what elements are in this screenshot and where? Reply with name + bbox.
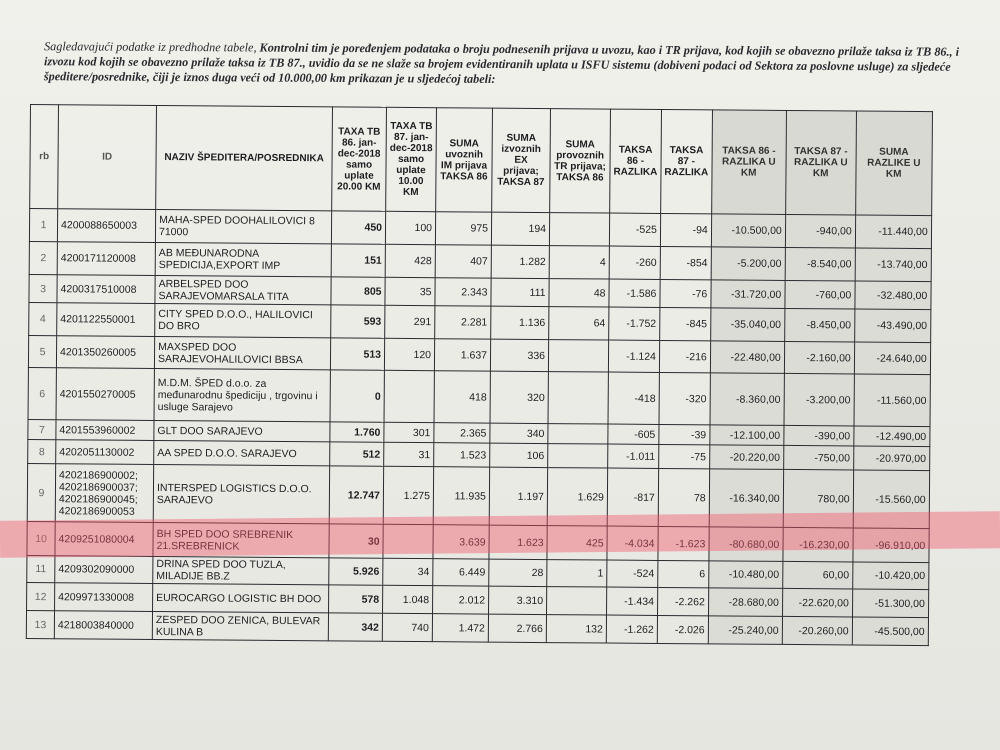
table-cell-rb: 3 <box>29 274 57 302</box>
table-cell-taxa86: 450 <box>331 211 385 244</box>
table-cell-km86: -5.200,00 <box>711 247 785 281</box>
header-razlika87: TAKSA 87 - RAZLIKA <box>661 109 713 213</box>
table-cell-suma-tr <box>548 424 608 444</box>
table-cell-km87: -20.260,00 <box>782 616 852 645</box>
table-cell-rb: 9 <box>27 463 55 521</box>
table-cell-suma-izvoz: 106 <box>490 443 548 467</box>
table-cell-km86: -22.480,00 <box>710 341 784 374</box>
table-cell-suma-izvoz: 336 <box>490 339 548 371</box>
header-id: ID <box>58 105 157 210</box>
table-cell-taxa87 <box>384 370 434 422</box>
table-cell-km86: -16.340,00 <box>709 469 783 528</box>
table-body <box>26 209 931 646</box>
table-cell-razlika87: -76 <box>660 279 711 307</box>
table-cell-km-suma: -51.300,00 <box>852 589 928 618</box>
table-cell-km87: -8.450,00 <box>784 308 854 342</box>
table-cell-suma-tr: 64 <box>549 307 609 340</box>
table-cell-rb: 4 <box>29 302 57 335</box>
table-cell-km-suma: -11.560,00 <box>854 374 930 427</box>
table-cell-km87: -2.160,00 <box>784 341 854 374</box>
table-cell-suma-izvoz: 28 <box>489 559 547 586</box>
table-cell-razlika86: -1.586 <box>609 279 660 307</box>
table-cell-suma-uvoz: 975 <box>435 212 491 245</box>
table-cell-km87: -760,00 <box>785 280 855 309</box>
table-cell-suma-izvoz: 340 <box>490 423 548 443</box>
table-cell-km86: -12.100,00 <box>710 425 784 446</box>
table-cell-razlika87: -854 <box>660 246 711 279</box>
table-cell-km-suma: -20.970,00 <box>853 446 929 471</box>
table-cell-name: CITY SPED D.O.O., HALILOVICI DO BRO <box>155 303 331 337</box>
header-name: NAZIV ŠPEDITERA/POSREDNIKA <box>156 105 333 210</box>
table-cell-taxa87: 1.275 <box>383 466 433 524</box>
table-cell-suma-izvoz: 194 <box>491 212 549 245</box>
intro-paragraph <box>44 39 964 90</box>
table-cell-km87: -8.540,00 <box>785 247 855 281</box>
table-cell-id: 4200088650003 <box>57 209 155 243</box>
table-cell-razlika86: -524 <box>607 560 658 587</box>
table-cell-km87: 780,00 <box>783 469 853 528</box>
table-cell-suma-uvoz: 3.639 <box>433 525 489 559</box>
header-taxa86: TAXA TB 86. jan-dec-2018 samo uplate 20.00 KM <box>332 107 387 211</box>
table-cell-taxa86: 578 <box>329 585 383 613</box>
table-cell-suma-tr: 48 <box>549 279 609 307</box>
table-cell-razlika87: -1.623 <box>658 526 709 560</box>
table-cell-razlika86: -260 <box>609 246 660 279</box>
table-cell-km87: -390,00 <box>784 425 854 446</box>
table-cell-suma-uvoz: 2.012 <box>433 586 489 614</box>
table-cell-id: 4202186900002; 4202186900037; 4202186900045; 4202186900053 <box>55 464 153 523</box>
table-cell-taxa87: 428 <box>385 244 435 277</box>
table-cell-id: 4200317510008 <box>57 275 155 304</box>
table-cell-razlika87: -2.026 <box>657 615 708 643</box>
table-cell-razlika87: -320 <box>659 372 710 424</box>
table-cell-suma-uvoz: 1.523 <box>434 443 490 467</box>
table-cell-name: ARBELSPED DOO SARAJEVOMARSALA TITA <box>155 275 331 304</box>
header-km86: TAKSA 86 - RAZLIKA U KM <box>711 110 786 215</box>
table-cell-km-suma: -12.490,00 <box>854 426 930 447</box>
header-razlika86: TAKSA 86 - RAZLIKA <box>610 109 662 213</box>
table-cell-id: 4201350260005 <box>56 336 154 369</box>
header-rb: rb <box>30 105 59 209</box>
table-cell-razlika87: -94 <box>660 213 711 246</box>
table-cell-km86: -10.480,00 <box>708 561 782 589</box>
table-cell-suma-uvoz: 1.472 <box>432 614 488 642</box>
table-cell-name: DRINA SPED DOO TUZLA, MILADIJE BB.Z <box>153 556 329 584</box>
table-cell-km-suma: -45.500,00 <box>852 617 928 646</box>
table-cell-taxa86: 593 <box>331 305 385 338</box>
table-cell-suma-uvoz: 2.281 <box>435 306 491 339</box>
table-cell-km86: -8.360,00 <box>710 373 784 426</box>
table-cell-razlika86: -1.434 <box>607 587 658 615</box>
table-cell-taxa87: 740 <box>382 613 432 641</box>
table-cell-suma-uvoz: 6.449 <box>433 559 489 586</box>
table-cell-razlika86: -605 <box>608 424 659 444</box>
table-cell-taxa86: 12.747 <box>329 466 383 524</box>
table-cell-razlika86: -817 <box>607 468 658 526</box>
table-cell-taxa87: 120 <box>384 338 434 370</box>
table-cell-razlika86: -1.752 <box>609 307 660 340</box>
table-cell-km87: -750,00 <box>783 445 853 470</box>
table-cell-km-suma: -15.560,00 <box>853 470 929 529</box>
table-cell-taxa87: 31 <box>384 442 434 466</box>
table-cell-razlika86: -1.011 <box>608 444 659 468</box>
table-cell-taxa86: 5.926 <box>329 558 383 585</box>
table-cell-km86: -10.500,00 <box>711 214 785 248</box>
table-cell-razlika87: -845 <box>660 307 711 340</box>
header-km87: TAKSA 87 - RAZLIKA U KM <box>785 110 856 215</box>
table-cell-suma-tr: 1.629 <box>547 468 607 526</box>
table-cell-razlika87: -75 <box>659 444 710 468</box>
table-cell-rb: 1 <box>29 209 57 242</box>
table-cell-name: MAXSPED DOO SARAJEVOHALILOVICI BBSA <box>154 336 330 369</box>
header-taxa87: TAXA TB 87. jan-dec-2018 samo uplate 10.00 KM <box>386 107 437 211</box>
table-cell-id: 4201122550001 <box>57 303 155 337</box>
table-cell-km-suma: -43.490,00 <box>854 309 930 343</box>
table-cell-km86: -28.680,00 <box>708 588 782 617</box>
table-cell-name: INTERSPED LOGISTICS D.O.O. SARAJEVO <box>153 464 329 523</box>
table-cell-name: ZESPED DOO ZENICA, BULEVAR KULINA B <box>152 611 328 640</box>
table-cell-razlika86: -525 <box>609 213 660 246</box>
intro-body: Kontrolni tim je poređenjem podataka o broju podnesenih prijava u uvozu, kao i TR prijava, kod kojih se obavezno prilaže taksa iz TB 86., i izvozu kod kojih se obavezno prilaže taksa iz TB 87., uvidio da se ne slaže sa brojem evidentiranih uplata u ISFU sistemu (dobiveni podaci od Sektora za poslovne usluge) za sljedeće špeditere/posrednike, čiji je iznos duga veći od 10.000,00 km prikazan je u sljedećoj tabeli: <box>43 40 960 86</box>
table-cell-name: BH SPED DOO SREBRENIK 21.SREBRENICK <box>153 522 329 557</box>
table-cell-id: 4201553960002 <box>56 420 154 441</box>
table-cell-km86: -25.240,00 <box>708 616 782 645</box>
table-cell-taxa87: 291 <box>385 305 435 338</box>
table-cell-razlika87: 6 <box>658 560 709 587</box>
table-cell-rb: 13 <box>26 610 54 638</box>
table-cell-suma-izvoz: 1.623 <box>489 525 547 559</box>
table-cell-name: GLT DOO SARAJEVO <box>154 420 330 441</box>
table-cell-km86: -80.680,00 <box>709 527 783 562</box>
debt-table <box>26 104 933 646</box>
table-cell-taxa86: 805 <box>331 277 385 305</box>
table-cell-suma-tr <box>549 213 609 246</box>
table-cell-taxa86: 513 <box>330 338 384 370</box>
header-suma-izvoz: SUMA izvoznih EX prijava; TAKSA 87 <box>492 108 551 212</box>
table-cell-razlika87: -216 <box>659 340 710 372</box>
table-cell-razlika87: -2.262 <box>657 587 708 615</box>
table-cell-name: EUROCARGO LOGISTIC BH DOO <box>153 583 329 612</box>
table-cell-km87: -22.620,00 <box>782 588 852 617</box>
table-cell-taxa87: 301 <box>384 422 434 442</box>
table-cell-taxa86: 0 <box>330 370 384 422</box>
table-cell-suma-tr <box>547 587 607 615</box>
table-cell-km-suma: -96.910,00 <box>853 528 929 563</box>
table-cell-id: 4200171120008 <box>57 242 155 276</box>
table-cell-rb: 10 <box>27 521 55 555</box>
table-cell-suma-tr: 132 <box>546 615 606 643</box>
table-cell-suma-tr: 4 <box>549 246 609 279</box>
table-cell-suma-izvoz: 2.766 <box>488 614 546 642</box>
table-cell-taxa87: 1.048 <box>383 585 433 613</box>
table-cell-name: AA SPED D.O.O. SARAJEVO <box>154 440 330 465</box>
table-cell-suma-izvoz: 320 <box>490 371 548 423</box>
table-cell-km87: -16.230,00 <box>783 527 853 562</box>
table-cell-razlika86: -4.034 <box>607 526 658 560</box>
table-cell-suma-tr <box>548 444 608 468</box>
table-cell-id: 4201550270005 <box>56 368 154 421</box>
table-cell-km86: -35.040,00 <box>710 308 784 342</box>
table-cell-suma-izvoz: 1.197 <box>489 467 547 525</box>
table-cell-suma-uvoz: 418 <box>434 371 490 423</box>
table-cell-km86: -31.720,00 <box>711 280 785 309</box>
table-cell-suma-uvoz: 2.343 <box>435 278 491 306</box>
table-cell-name: M.D.M. ŠPED d.o.o. za međunarodnu špediciju , trgovinu i usluge Sarajevo <box>154 368 330 421</box>
table-cell-taxa87: 100 <box>385 211 435 244</box>
table-cell-rb: 7 <box>28 419 56 439</box>
table-cell-km-suma: -11.440,00 <box>855 215 931 249</box>
table-cell-id: 4209971330008 <box>55 583 153 612</box>
table-cell-razlika87: 78 <box>658 468 709 526</box>
table-cell-km-suma: -10.420,00 <box>852 562 928 590</box>
table-cell-taxa87: 35 <box>385 277 435 305</box>
table-cell-rb: 2 <box>29 241 57 274</box>
header-row <box>30 105 933 216</box>
table-cell-suma-uvoz: 11.935 <box>433 467 489 525</box>
table-cell-km-suma: -32.480,00 <box>855 281 931 310</box>
table-cell-taxa86: 151 <box>331 244 385 277</box>
header-suma-uvoz: SUMA uvoznih IM prijava TAKSA 86 <box>436 108 493 212</box>
table-cell-rb: 11 <box>27 555 55 582</box>
table-cell-suma-izvoz: 1.282 <box>491 245 549 278</box>
header-km-suma: SUMA RAZLIKE U KM <box>855 111 932 216</box>
table-cell-razlika86: -1.124 <box>608 340 659 372</box>
table-cell-km87: 60,00 <box>782 561 852 589</box>
table-cell-km-suma: -24.640,00 <box>854 342 930 375</box>
table-cell-km87: -940,00 <box>785 214 855 248</box>
table-cell-suma-izvoz: 1.136 <box>491 306 549 339</box>
intro-lead: Sagledavajući podatke iz predhodne tabele, <box>44 39 257 55</box>
table-cell-razlika86: -418 <box>608 372 659 424</box>
table-cell-rb: 6 <box>28 367 56 419</box>
table-cell-id: 4218003840000 <box>54 611 152 640</box>
table-cell-taxa86: 512 <box>330 442 384 466</box>
table-cell-name: MAHA-SPED DOOHALILOVICI 8 71000 <box>155 209 331 243</box>
table-cell-taxa86: 30 <box>329 524 383 558</box>
table-row <box>28 367 930 426</box>
table-cell-taxa87: 34 <box>383 558 433 585</box>
table-cell-suma-uvoz: 2.365 <box>434 423 490 443</box>
table-cell-suma-uvoz: 407 <box>435 245 491 278</box>
table-cell-km87: -3.200,00 <box>784 373 854 426</box>
table-cell-razlika86: -1.262 <box>606 615 657 643</box>
table-cell-suma-izvoz: 111 <box>491 278 549 306</box>
table-cell-rb: 8 <box>28 439 56 463</box>
header-suma-tr: SUMA provoznih TR prijava; TAKSA 86 <box>550 109 611 213</box>
table-cell-taxa86: 1.760 <box>330 422 384 442</box>
table-cell-razlika87: -39 <box>659 424 710 444</box>
table-cell-rb: 12 <box>27 582 55 610</box>
table-cell-taxa86: 342 <box>328 613 382 641</box>
table-cell-suma-tr: 1 <box>547 560 607 587</box>
table-cell-km-suma: -13.740,00 <box>855 248 931 282</box>
table-cell-suma-tr: 425 <box>547 526 607 560</box>
table-cell-suma-uvoz: 1.637 <box>434 339 490 371</box>
table-cell-id: 4209302090000 <box>55 556 153 584</box>
table-cell-suma-tr <box>548 340 608 372</box>
table-cell-name: AB MEĐUNARODNA SPEDICIJA,EXPORT IMP <box>155 242 331 276</box>
table-cell-km86: -20.220,00 <box>709 445 783 470</box>
table-cell-rb: 5 <box>28 335 56 367</box>
table-cell-id: 4209251080004 <box>55 522 153 557</box>
table-cell-suma-tr <box>548 372 608 424</box>
table-cell-suma-izvoz: 3.310 <box>489 586 547 614</box>
table-cell-id: 4202051130002 <box>56 440 154 465</box>
